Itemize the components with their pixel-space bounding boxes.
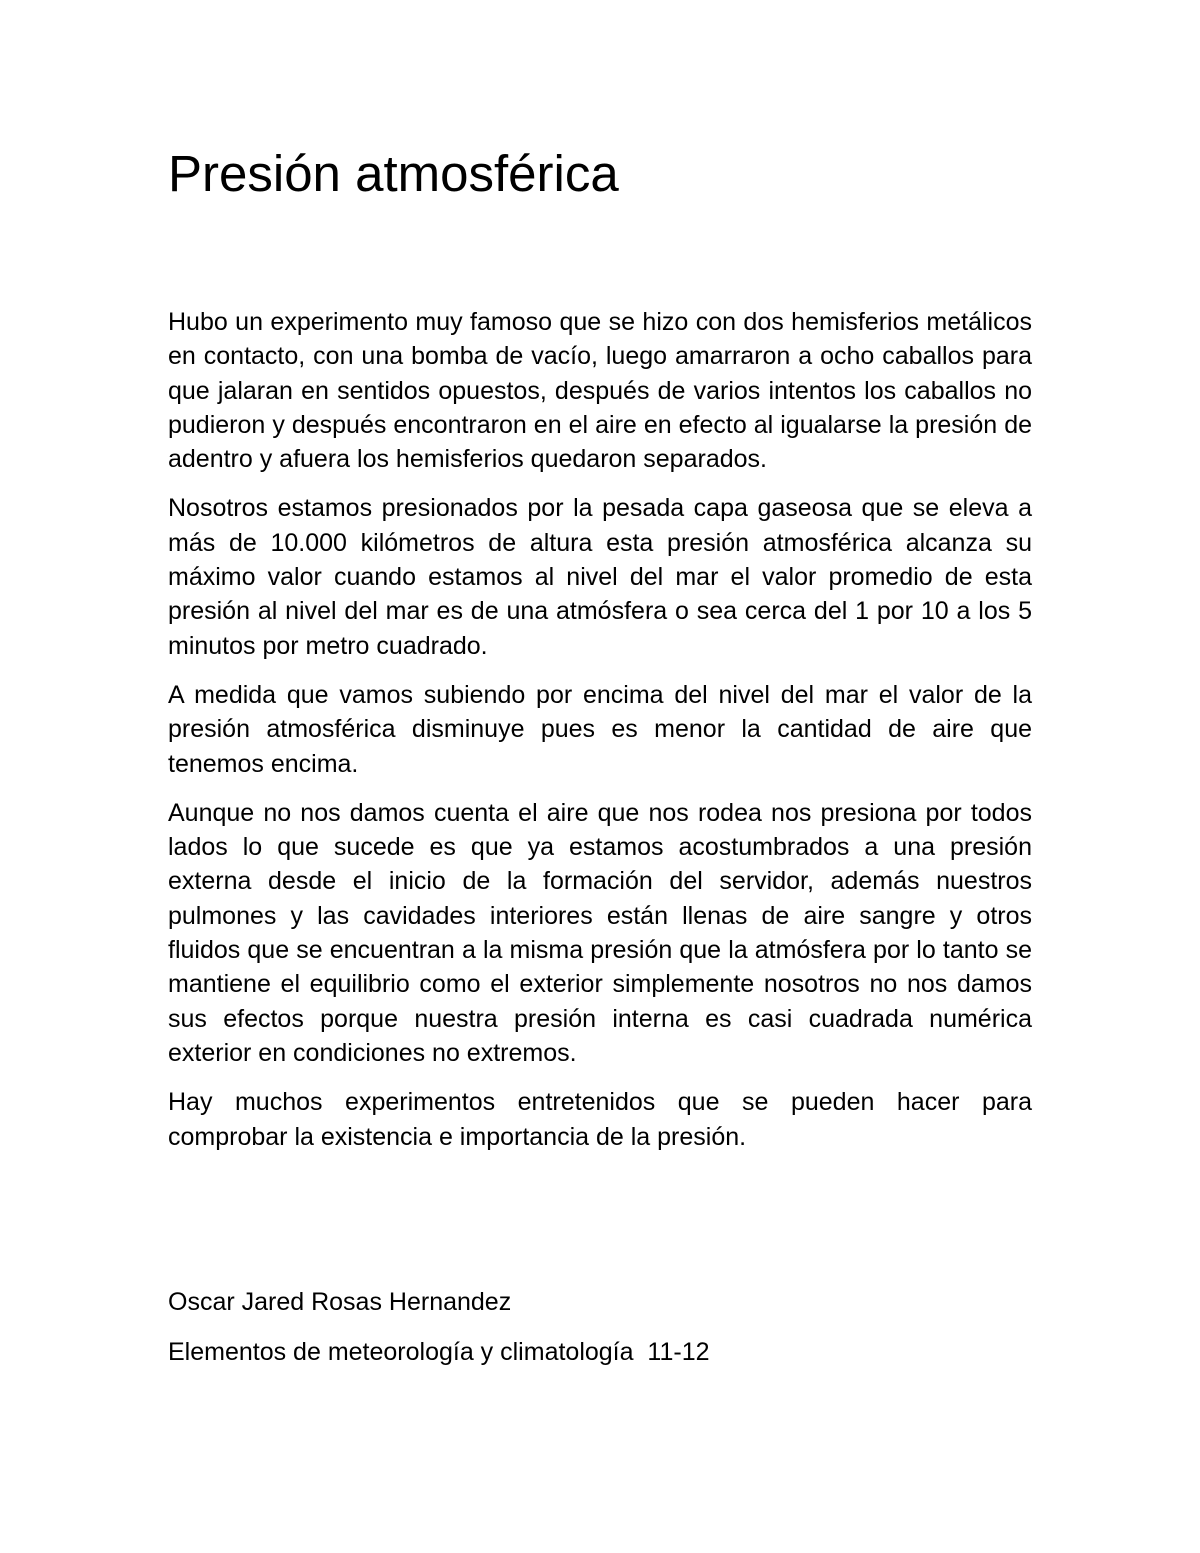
document-body (168, 305, 1032, 1169)
author-name: Oscar Jared Rosas Hernandez (168, 1288, 512, 1316)
document-title: Presión atmosférica (168, 145, 619, 202)
paragraph-4: Aunque no nos damos cuenta el aire que nos rodea nos presiona por todos lados lo que sucede es que ya estamos acostumbrados a una presión externa desde el inicio de la formación del servidor, además nuestros pulmones y las cavidades interiores están llenas de aire sangre y otros fluidos que se encuentran a la misma presión que la atmósfera por lo tanto se mantiene el equilibrio como el exterior simplemente nosotros no nos damos sus efectos porque nuestra presión interna es casi cuadrada numérica exterior en condiciones no extremos. (168, 798, 1032, 1067)
paragraph-5: Hay muchos experimentos entretenidos que se pueden hacer para comprobar la existencia e importancia de la presión. (168, 1088, 1032, 1151)
paragraph-3: A medida que vamos subiendo por encima del nivel del mar el valor de la presión atmosférica disminuye pues es menor la cantidad de aire que tenemos encima. (168, 680, 1032, 778)
paragraph-1: Hubo un experimento muy famoso que se hizo con dos hemisferios metálicos en contacto, con una bomba de vacío, luego amarraron a ocho caballos para que jalaran en sentidos opuestos, después de varios intentos los caballos no pudieron y después encontraron en el aire en efecto al igualarse la presión de adentro y afuera los hemisferios quedaron separados. (168, 308, 1032, 474)
course-name: Elementos de meteorología y climatología 11-12 (168, 1338, 710, 1366)
paragraph-2: Nosotros estamos presionados por la pesada capa gaseosa que se eleva a más de 10.000 kilómetros de altura esta presión atmosférica alcanza su máximo valor cuando estamos al nivel del mar el valor promedio de esta presión al nivel del mar es de una atmósfera o sea cerca del 1 por 10 a los 5 minutos por metro cuadrado. (168, 494, 1032, 660)
